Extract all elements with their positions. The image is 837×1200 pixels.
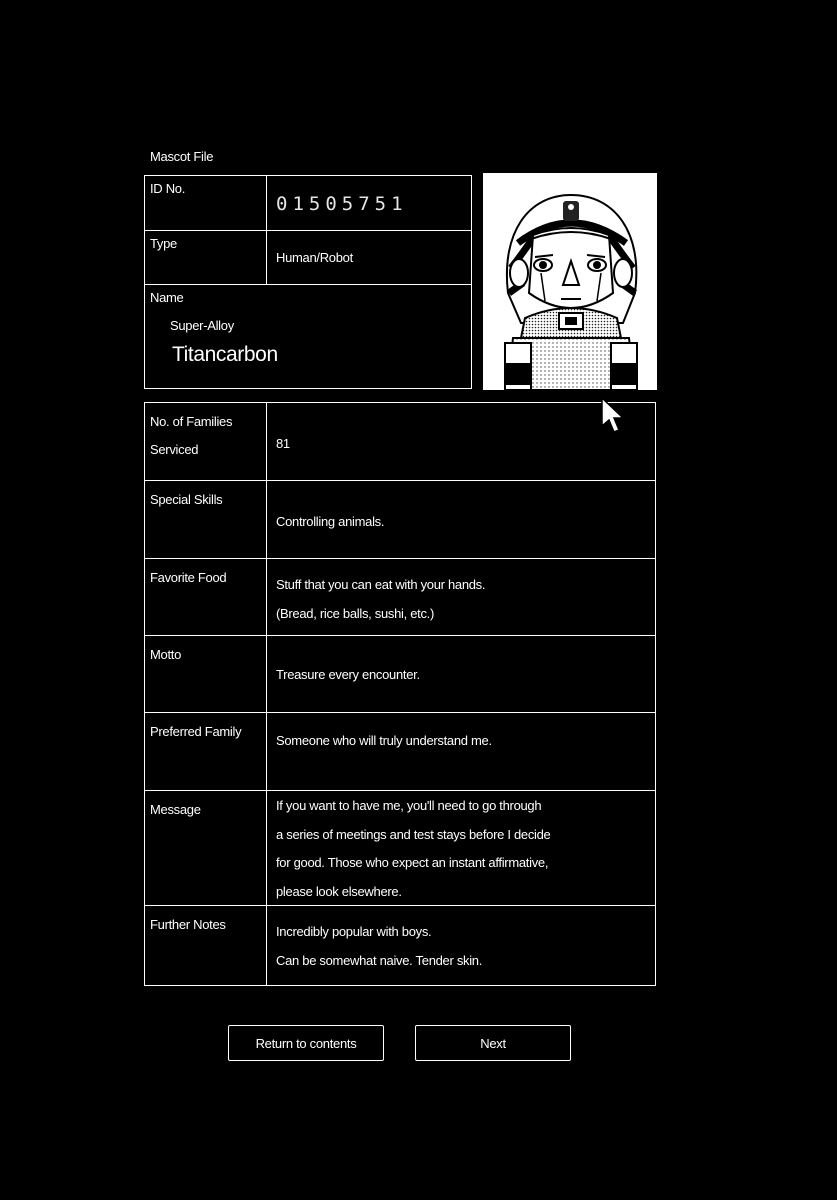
message-value: If you want to have me, you'll need to go through a series of meetings and test stays before I decide for good. Those who expect an instant affirmative, please look elsewhere. bbox=[276, 798, 551, 899]
name-label: Name bbox=[150, 290, 184, 305]
row-preferred-family bbox=[145, 713, 655, 791]
next-button[interactable]: Next bbox=[415, 1025, 571, 1061]
special-skills-label: Special Skills bbox=[150, 492, 223, 507]
row-favorite-food bbox=[145, 559, 655, 636]
mascot-portrait bbox=[483, 173, 657, 390]
id-label: ID No. bbox=[150, 181, 186, 196]
id-row bbox=[145, 176, 471, 231]
id-value: 01505751 bbox=[276, 193, 408, 215]
preferred-family-value: Someone who will truly understand me. bbox=[276, 733, 492, 748]
name-row bbox=[145, 285, 471, 390]
motto-value: Treasure every encounter. bbox=[276, 667, 420, 682]
row-further-notes bbox=[145, 906, 655, 985]
families-serviced-label: No. of Families Serviced bbox=[150, 414, 233, 457]
favorite-food-label: Favorite Food bbox=[150, 570, 227, 585]
type-row bbox=[145, 231, 471, 285]
motto-label: Motto bbox=[150, 647, 182, 662]
further-notes-value: Incredibly popular with boys. Can be somewhat naive. Tender skin. bbox=[276, 924, 483, 968]
details-table bbox=[144, 402, 656, 986]
row-special-skills bbox=[145, 481, 655, 559]
mouse-cursor-icon bbox=[600, 396, 626, 438]
file-title: Mascot File bbox=[150, 149, 214, 164]
row-families-serviced bbox=[145, 403, 655, 481]
favorite-food-value: Stuff that you can eat with your hands. (Bread, rice balls, sushi, etc.) bbox=[276, 577, 486, 621]
name-value: Titancarbon bbox=[172, 343, 278, 366]
identity-box bbox=[144, 175, 472, 389]
families-serviced-value: 81 bbox=[276, 436, 290, 451]
type-value: Human/Robot bbox=[276, 250, 353, 265]
type-label: Type bbox=[150, 236, 177, 251]
name-subtitle: Super-Alloy bbox=[170, 318, 234, 333]
return-to-contents-button[interactable]: Return to contents bbox=[228, 1025, 384, 1061]
preferred-family-label: Preferred Family bbox=[150, 724, 242, 739]
message-label: Message bbox=[150, 802, 201, 817]
row-message bbox=[145, 791, 655, 906]
further-notes-label: Further Notes bbox=[150, 917, 226, 932]
special-skills-value: Controlling animals. bbox=[276, 514, 385, 529]
row-motto bbox=[145, 636, 655, 713]
